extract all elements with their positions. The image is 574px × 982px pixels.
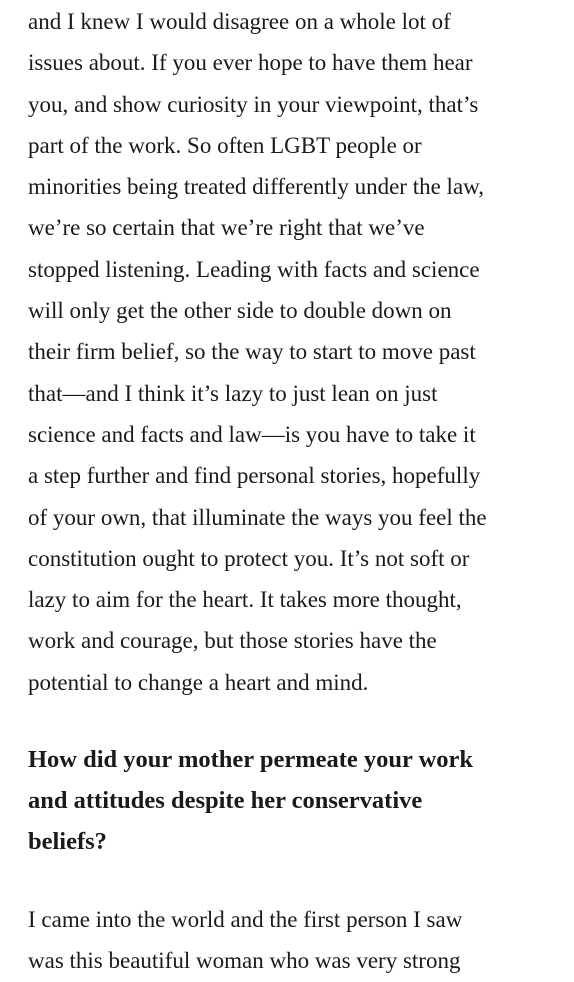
text-line: of your own, that illuminate the ways you feel the [28, 504, 487, 530]
text-line: you, and show curiosity in your viewpoint, that’s [28, 91, 479, 117]
text-line: lazy to aim for the heart. It takes more thought, [28, 587, 462, 613]
answer-paragraph [28, 899, 556, 982]
text-line: a step further and find personal stories, hopefully [28, 463, 481, 489]
text-line: will only get the other side to double down on [28, 298, 452, 324]
text-line: was this beautiful woman who was very strong [28, 948, 461, 974]
text-line: their firm belief, so the way to start to move past [28, 339, 476, 365]
text-line: we’re so certain that we’re right that we’ve [28, 215, 425, 241]
text-line: issues about. If you ever hope to have them hear [28, 50, 473, 76]
text-line: and I knew I would disagree on a whole lot of [28, 9, 451, 34]
text-line: that—and I think it’s lazy to just lean on just [28, 380, 438, 406]
text-line: part of the work. So often LGBT people or [28, 132, 422, 158]
text-line: minorities being treated differently under the law, [28, 174, 485, 200]
text-line: constitution ought to protect you. It’s not soft or [28, 545, 470, 571]
text-line: work and courage, but those stories have the [28, 628, 437, 654]
article-body [28, 1, 556, 982]
question-line: and attitudes despite her conservative [28, 787, 423, 815]
text-line: I came into the world and the first person I saw [28, 907, 463, 933]
text-line: stopped listening. Leading with facts and science [28, 256, 480, 282]
interview-question [28, 739, 556, 862]
text-line: potential to change a heart and mind. [28, 669, 369, 695]
text-line: science and facts and law—is you have to take it [28, 421, 476, 447]
question-line: How did your mother permeate your work [28, 746, 474, 774]
question-line: beliefs? [28, 828, 107, 856]
answer-paragraph [28, 1, 556, 703]
